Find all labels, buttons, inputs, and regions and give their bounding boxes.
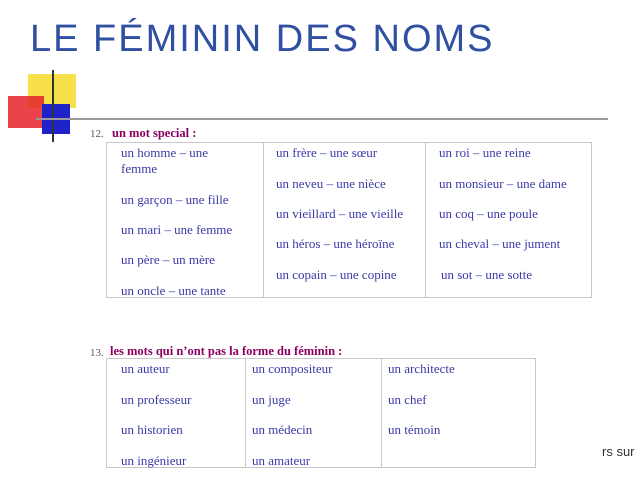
decorative-red-square bbox=[8, 96, 44, 128]
table-cell: un père – un mère bbox=[121, 252, 215, 267]
section-13-table bbox=[106, 358, 536, 468]
section-13-column-3 bbox=[382, 359, 535, 467]
table-cell: un frère – une sœur bbox=[276, 145, 378, 160]
section-13-number: 13. bbox=[90, 347, 104, 359]
truncated-text: rs sur bbox=[602, 444, 635, 459]
table-cell: un roi – une reine bbox=[439, 145, 531, 160]
section-13-column-2 bbox=[246, 359, 382, 467]
table-cell: un oncle – une tante bbox=[121, 283, 226, 298]
table-cell: un monsieur – une dame bbox=[439, 176, 567, 191]
table-cell: un historien bbox=[121, 422, 183, 437]
table-cell: un témoin bbox=[388, 422, 441, 437]
table-cell: un garçon – une fille bbox=[121, 192, 229, 207]
table-cell: un mari – une femme bbox=[121, 222, 233, 237]
table-cell: un auteur bbox=[121, 361, 170, 376]
table-cell: un ingénieur bbox=[121, 453, 187, 468]
decorative-horizontal-line bbox=[36, 118, 608, 120]
section-13-column-1 bbox=[107, 359, 246, 467]
table-cell: un juge bbox=[252, 392, 291, 407]
table-cell: un professeur bbox=[121, 392, 192, 407]
table-cell: un médecin bbox=[252, 422, 313, 437]
table-cell: un chef bbox=[388, 392, 427, 407]
table-cell: un héros – une héroïne bbox=[276, 236, 395, 251]
table-cell: un coq – une poule bbox=[439, 206, 538, 221]
decorative-vertical-line bbox=[52, 70, 54, 142]
section-12-heading: un mot special : bbox=[112, 126, 197, 140]
table-cell: un vieillard – une vieille bbox=[276, 206, 404, 221]
table-cell: un cheval – une jument bbox=[439, 236, 561, 251]
table-cell: un architecte bbox=[388, 361, 455, 376]
section-12-column-2 bbox=[264, 143, 426, 297]
section-12-column-1 bbox=[107, 143, 264, 297]
table-cell: un homme – une femme bbox=[121, 145, 209, 176]
section-12-table bbox=[106, 142, 592, 298]
table-cell: un amateur bbox=[252, 453, 311, 468]
slide-title: LE FÉMININ DES NOMS bbox=[30, 18, 495, 60]
section-12-column-3 bbox=[426, 143, 591, 297]
section-13-heading: les mots qui n’ont pas la forme du féminin : bbox=[110, 344, 343, 358]
table-cell: un sot – une sotte bbox=[441, 267, 532, 282]
table-cell: un neveu – une nièce bbox=[276, 176, 386, 191]
section-12-number: 12. bbox=[90, 128, 104, 140]
table-cell: un copain – une copine bbox=[276, 267, 397, 282]
table-cell: un compositeur bbox=[252, 361, 333, 376]
